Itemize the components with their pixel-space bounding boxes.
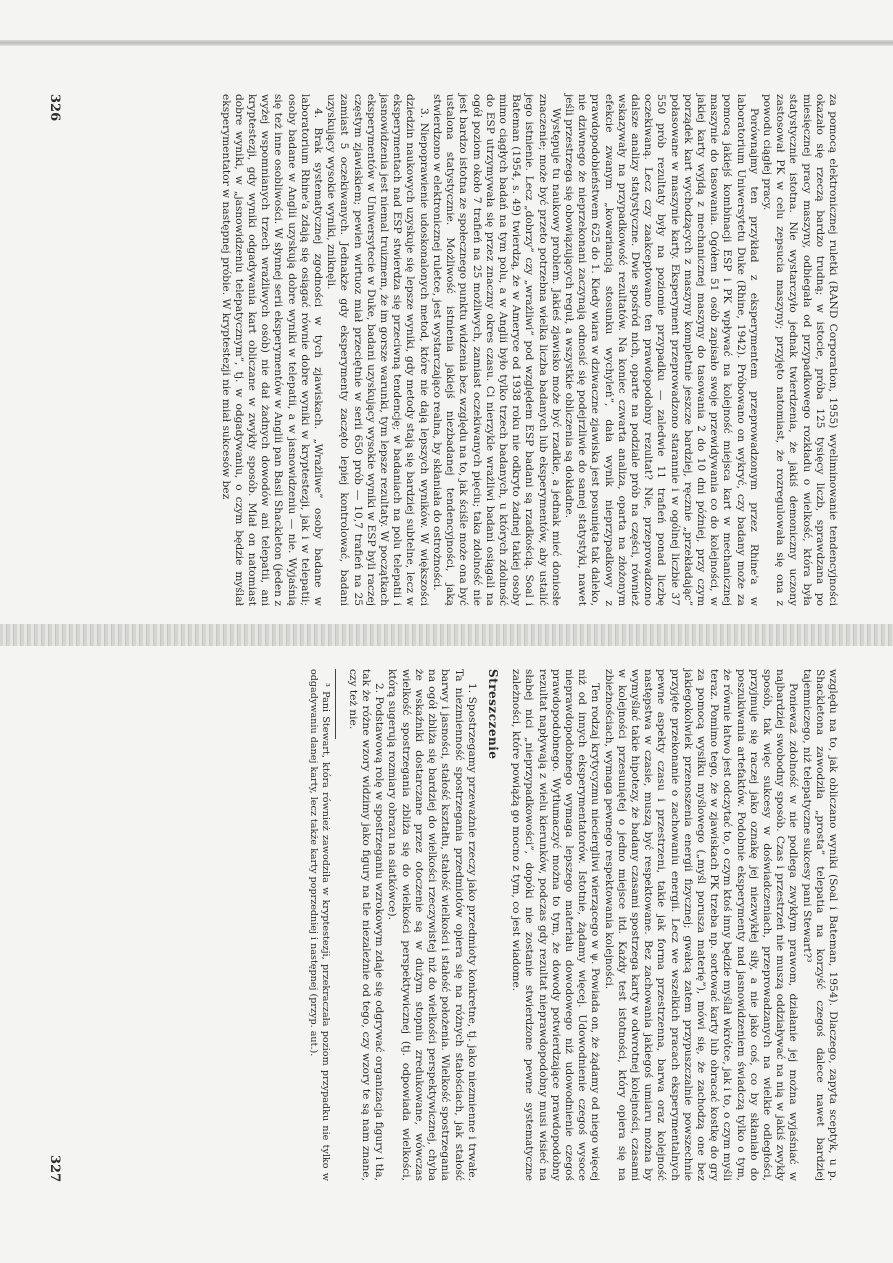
page-327-text-frame <box>47 655 847 1195</box>
paragraph: Ponieważ zdolność w nie podlega zwykłym prawom, działanie jej można wyjaśniać w najbardziej swobodny sposób. Czas i przestrzeń nie muszą oddziaływać na nią w jakiś zwykły sposób, tak więc sukcesy w doświadczeniach, przeprowadzanych na wielkie odległości, przyjmuje się raczej jako oznakę jej niezwykłej siły, a nie jako coś, co by skłaniało do poszukiwania artefaktów. Podobnie eksperymenty nad jasnowidzeniem świadczą tylko o tym, że równie łatwo jest odczytać to, o czym ktoś inny będzie myślał wkrótce, jak i to, o czym myśli teraz. Pomimo tego, że w zjawiskach PK trzeba np. sortować karty lub obracać kostkę do gry za pomocą wysiłku myślowego („myśl porusza materię”), mówi się, że zachodzą one bez jakiegokolwiek przenoszenia energii fizycznej; gwałcą zatem przypuszczalnie powszechnie przyjęte przekonanie o zachowaniu energii. Lecz we wszelkich pracach eksperymentalnych pewne aspekty czasu i przestrzeni, takie jak forma przestrzenna, barwa oraz kolejność następstwa w czasie, muszą być respektowane. Bez zachowania jakiegoś umiaru można by wymyślać takie hipotezy, że badany czasami spostrzega karty w odwrotnej kolejności, czasami w kolejności przesuniętej o jedno miejsce itd. Każdy test istotności, który opiera się na zbieżnościach, wymaga pewnego respektowania kolejności. <box>602 669 800 1181</box>
paragraph: Występuje tu naukowy problem. Jakieś zjawisko może być rzadkie, a jednak mieć doniosłe znaczenie; może być przeto potrzebna wielka liczba badanych lub eksperymentów, aby ustalić jego istnienie. Lecz „dobrzy” czy „wrażliwi” pod względem ESP badani są rzadkością. Soal i Bateman (1954, s. 49) twierdzą, że w Ameryce od 1938 roku nie odkryto żadnej takiej osoby mimo ciągłych badań na tym polu, a w Anglii było tylko trzech badanych, u których zdolność do ESP utrzymywała się przez znaczny okres czasu. Ci nierzykle wrażliwi badani osiągali na ogół poziom około 7 trafień na 25 możliwych, zamiast oczekiwanych pięciu; taka zdolność nie jest bardzo istotna ze społecznego punktu widzenia bez względu na to, jak ściśle może ona być ustalona statystycznie. Możliwość istnienia jakiejś niezbadanej tendencyjności, jaką stwierdzono w elektronicznej ruletce, jest wystarczająco realna, by skłaniała do ostrożności. <box>430 94 562 606</box>
page-326 <box>0 80 893 620</box>
paragraph: Ten rodzaj krytycyzmu nieciergliwi wierzącego w ψ. Powiada on, że żądamy od niego więcej niż od innych eksperymentatorów. Istotnie, żądamy więcej. Udowodnienie czegoś wysoce nieprawdopodobnego wymaga lepszego materiału dowodowego niż udowodnienie czegoś prawdopodobnego. Wytłumaczyć można to tym, że dowody potwierdzające prawdopodobny rezultat napływają z wielu kierunków, podczas gdy rezultat nieprawdopodobny musi wisieć na słabej nici „nieprzypadkowości”, dopóki nie zostanie stwierdzone pewne systematyczne zależności, które powiążą go mocno z tym, co jest wiadome. <box>510 669 602 1181</box>
page-number: 326 <box>47 94 62 122</box>
paragraph: względu na to, jak obliczano wyniki (Soal i Bateman, 1954). Dlaczego, zapyta sceptyk, u p. Shackletona zawodziła „prosta” telepatia na korzyść czegoś dalece nawet bardziej tajemniczego, niż telepatyczne sukcesy pani Stewart?³ <box>800 669 839 1181</box>
paragraph: 4. Brak systematycznej zgodności w tych zjawiskach. „Wrażliwe” osoby badane w laboratorium Rhine'a zdają się osiągać równie dobre wyniki w kryptestezji, jak i w telepatii; osoby badane w Anglii uzyskują dobre wyniki w telepatii, a w jasnowidzeniu — nie. Wyjaśnią się też inne osobliwości. W słynnej serii eksperymentów w Anglii pan Basil Shackleton (jeden z wyżej wspomnianych trzech wrażliwych osób) nie dał żadnych dowodów ani telepatii, ani kryptestezji, gdy wyniki odgadywania kart obliczane w zwykły sposób. Miał on natomiast dobre wyniki, w „jasnowidzeniu telepatycznym”, tj. w odgadywaniu, o czym będzie myślał eksperymentator w następnej próbie. W kryptestezji nie miał sukcesów bez <box>219 94 325 606</box>
paragraph: 3. Niepoprawienie udoskonalonych metod, które nie dają lepszych wyników. W większości dziedzin naukowych uzyskuje się lepsze wyniki, gdy metody stają się bardziej subtelne, lecz w eksperymentach nad ESP stwierdza się przeciwną tendencję; w badaniach na polu telepatii i jasnowidzenia jest niemal truizmem, że im gorsze warunki, tym lepsze rezultaty. W początkach eksperymentów w Uniwersytecie w Duke, badani uzyskujący wysokie wyniki w ESP byli raczej częstym zjawiskiem; pewien wirtuoz miał przeciętnie w serii 650 prób — 10,7 trafień na 25 zamiast 5 oczekiwanych. Jednakże gdy eksperymenty zaczęto lepiej kontrolować, badani uzyskujący wysokie wyniki, zniknęli. <box>325 94 430 606</box>
page-number: 327 <box>47 1155 62 1183</box>
page-327-body <box>307 655 847 1195</box>
footnote-rule <box>335 669 336 739</box>
book-gutter <box>0 624 893 646</box>
footnote: ³ Pani Stewart, która również zawodziła w kryptestezji, przekraczała poziom przypadku nie tylko w odgadywaniu danej karty, lecz także karty poprzedniej i następnej (przyp. aut.). <box>307 669 331 1181</box>
summary-heading: Streszczenie <box>485 669 500 760</box>
summary-item: 1. Spostrzegamy przeważnie rzeczy jako przedmioty konkretne, tj. jako niezmienne i trwałe. Ta niezmienność spostrzegania przedmiotów opiera się na różnych stałościach, jak stałość barwy i jasności, stałość kształtu, stałość wielkości i stałość położenia. Wielkość spostrzegania na ogół zbliża się bardziej do wielkości rzeczywistej niż do wielkości perspektywicznej, chyba że wskaźniki dostarczane przez otoczenie są w dużym stopniu zredukowane, wówczas wielkość spostrzegania zbliża się do wielkości perspektywicznej (tj. odpowiada wielkości, którą sugerują rozmiary obrazu na siatkówce). <box>386 669 478 1181</box>
page-326-text-frame <box>47 80 847 620</box>
summary-item: 2. Podstawową rolę w spostrzeganiu wzrokowym zdaje się odgrywać organizacja figury i tła, tak że różne wzory widzimy jako figury na tle niezależnie od tego, czy wzory te są nam znane, czy też nie. <box>346 669 386 1181</box>
page-326-body <box>218 80 847 620</box>
paragraph: Porównajmy ten przykład z eksperymentem przeprowadzonym przez Rhine'a w laboratorium Uniwersytetu Duke (Rhine, 1942). Próbowano on wykryć, czy badany może za pomocą jakiejś kombinacji ESP i PK wpływać na kolejność miejsca kart w mechanicznej maszynie do tasowania. Ogółem 51 osób zapisało swoje przewidywania co do kolejności, w jakiej karty wyjdą z mechanicznej maszyny do tasowania 2 do 10 dni później, przy czym porządek kart wychodzących z maszyny kompletnie jeszcze bardziej, ręcznie „przekładając” połasowane w maszynie karty. Eksperyment przeprowadzono starannie i w ogólnej liczbie 37 550 prób rezultaty były na poziomie przypadku — zaledwie 11 trafień ponad liczbę oczekiwaną. Lecz czy zaakceptowano ten prawdopodobny rezultat? Nie, przeprowadzono dalsze analizy statystyczne. Dwie spośród nich, oparte na podziale prób na części, również wskazywały na przypadkowość rezultatów. Na koniec czwarta analiza, oparta na złożonym efekcie zwanym „kowariancją stosunku wychyleń”, dała wynik nieprzypadkowy z prawdopodobieństwem 625 do 1. Kiedy wiara w dziwaczne zjawiska jest posunięta tak daleko, nie dziwnego że nieprzekonani zaczynają odnosić się podejrzliwie do samej statystyki, nawet jeśli przestrzega się obowiązujących reguł, a wszystkie obliczenia są dokładne. <box>562 94 760 606</box>
scan-edge <box>0 40 893 46</box>
paragraph: za pomocą elektronicznej ruletki (RAND Corporation, 1955) wyeliminowanie tendencyjności okazało się rzeczą bardzo trudną; w istocie, próba 125 tysięcy liczb, sprawdzana po miesięcznej pracy maszyny, odbiegała od przypadkowego rozkładu o wielkość, która była statystycznie istotna. Nie wystarczyło jednak twierdzenia, że jakiś demoniczny uczony zastosował PK w celu zepsucia maszyny; przyjęto natomiast, że rozregulowała się ona z powodu ciągłej pracy. <box>760 94 839 606</box>
page-327 <box>0 655 893 1195</box>
